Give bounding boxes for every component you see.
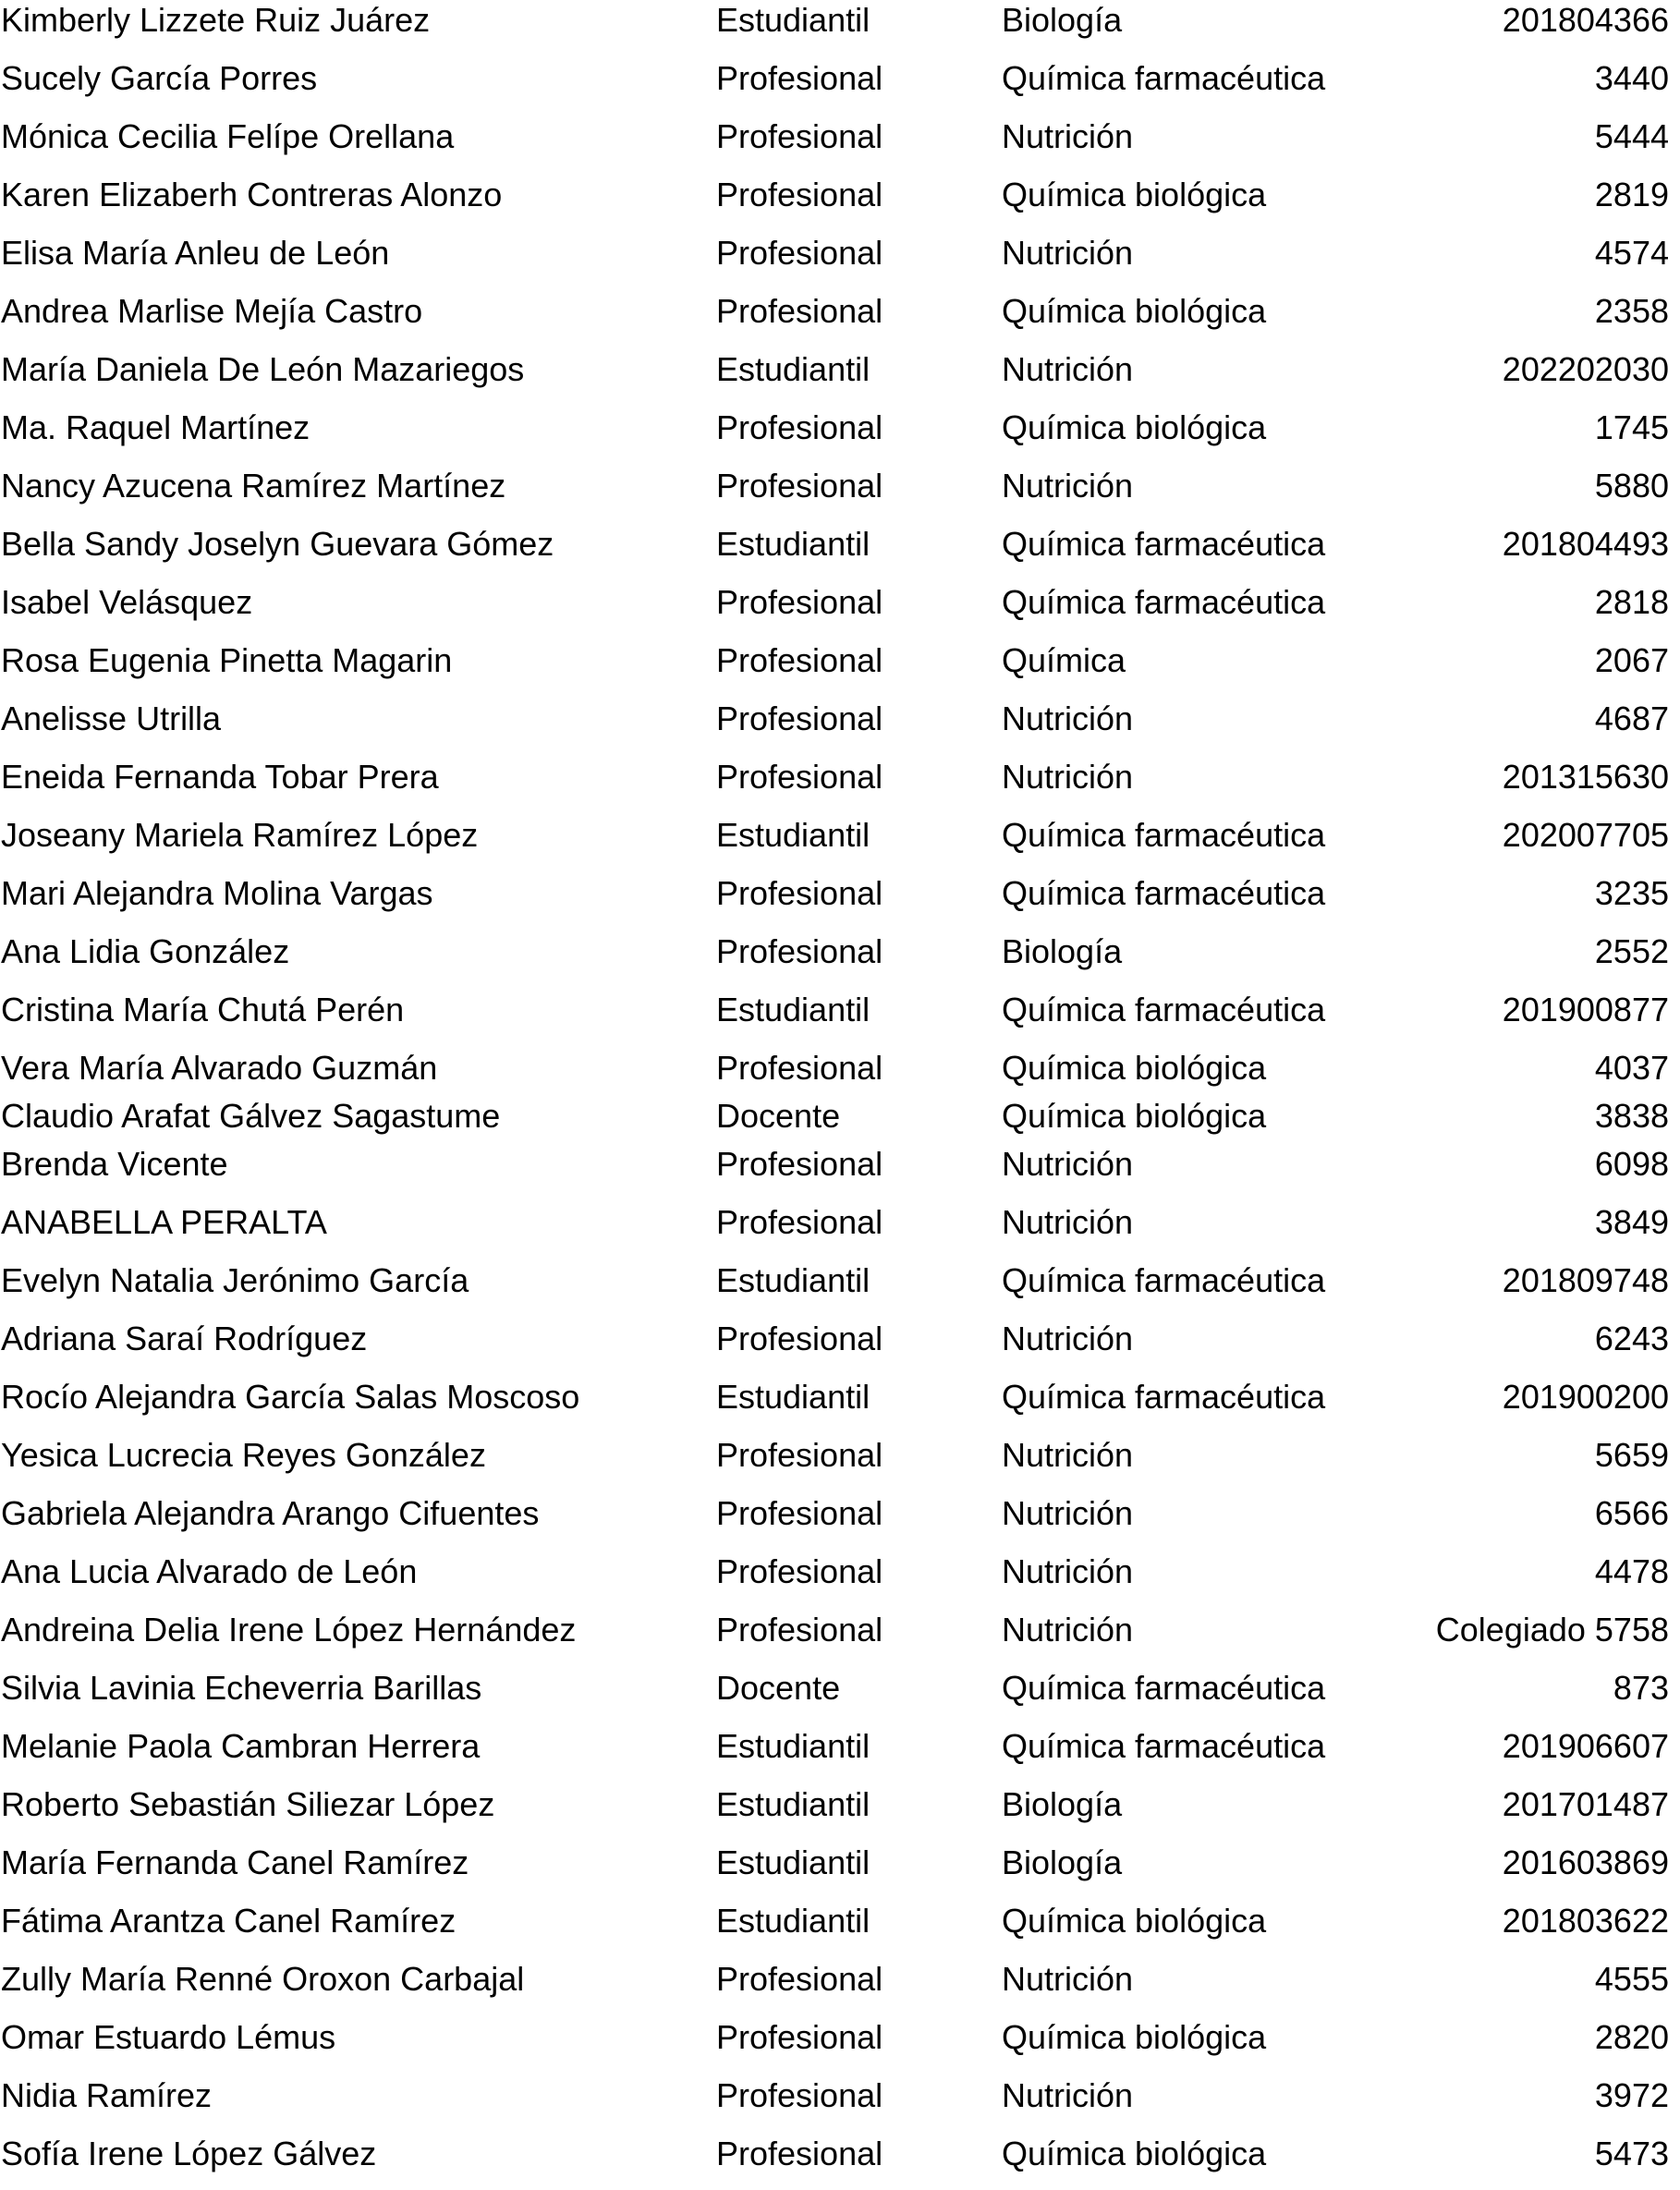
- name-cell: Brenda Vicente: [1, 1145, 228, 1183]
- id-number-cell: 2358: [1594, 292, 1669, 330]
- membership-type-cell: Profesional: [716, 1049, 883, 1087]
- id-number-cell: 2552: [1594, 932, 1669, 970]
- program-cell: Química farmacéutica: [1002, 874, 1326, 912]
- table-row: [0, 873, 1680, 919]
- membership-type-cell: Profesional: [716, 1960, 883, 1998]
- id-number-cell: 201701487: [1502, 1785, 1669, 1823]
- table-row: [0, 2017, 1680, 2063]
- table-row: [0, 582, 1680, 628]
- id-number-cell: 2820: [1594, 2018, 1669, 2056]
- id-number-cell: 3440: [1594, 59, 1669, 97]
- membership-type-cell: Profesional: [716, 1320, 883, 1357]
- name-cell: Rocío Alejandra García Salas Moscoso: [1, 1378, 580, 1416]
- id-number-cell: Colegiado 5758: [1435, 1611, 1669, 1649]
- program-cell: Química biológica: [1002, 408, 1267, 446]
- id-number-cell: 4687: [1594, 700, 1669, 737]
- program-cell: Nutrición: [1002, 234, 1134, 272]
- program-cell: Química biológica: [1002, 292, 1267, 330]
- program-cell: Química farmacéutica: [1002, 1727, 1326, 1765]
- program-cell: Biología: [1002, 1843, 1123, 1881]
- program-cell: Biología: [1002, 1785, 1123, 1823]
- name-cell: Roberto Sebastián Siliezar López: [1, 1785, 495, 1823]
- name-cell: Yesica Lucrecia Reyes González: [1, 1436, 486, 1474]
- table-row: [0, 1551, 1680, 1598]
- table-row: [0, 116, 1680, 163]
- id-number-cell: 202202030: [1502, 350, 1669, 388]
- id-number-cell: 201900200: [1502, 1378, 1669, 1416]
- name-cell: María Fernanda Canel Ramírez: [1, 1843, 469, 1881]
- id-number-cell: 5444: [1594, 117, 1669, 155]
- table-row: [0, 291, 1680, 337]
- program-cell: Química biológica: [1002, 1097, 1267, 1135]
- program-cell: Nutrición: [1002, 1494, 1134, 1532]
- membership-type-cell: Estudiantil: [716, 350, 870, 388]
- membership-type-cell: Estudiantil: [716, 1843, 870, 1881]
- program-cell: Nutrición: [1002, 700, 1134, 737]
- membership-type-cell: Profesional: [716, 408, 883, 446]
- membership-type-cell: Profesional: [716, 2135, 883, 2172]
- name-cell: Silvia Lavinia Echeverria Barillas: [1, 1669, 482, 1707]
- program-cell: Nutrición: [1002, 1436, 1134, 1474]
- name-cell: Joseany Mariela Ramírez López: [1, 816, 479, 854]
- program-cell: Química biológica: [1002, 1902, 1267, 1940]
- name-cell: Andreina Delia Irene López Hernández: [1, 1611, 577, 1649]
- name-cell: Bella Sandy Joselyn Guevara Gómez: [1, 525, 554, 563]
- name-cell: Melanie Paola Cambran Herrera: [1, 1727, 481, 1765]
- id-number-cell: 6098: [1594, 1145, 1669, 1183]
- membership-type-cell: Profesional: [716, 467, 883, 505]
- name-cell: Anelisse Utrilla: [1, 700, 222, 737]
- membership-type-cell: Profesional: [716, 583, 883, 621]
- table-row: [0, 815, 1680, 861]
- name-cell: Ana Lucia Alvarado de León: [1, 1552, 418, 1590]
- table-row: [0, 1260, 1680, 1307]
- id-number-cell: 4574: [1594, 234, 1669, 272]
- membership-type-cell: Profesional: [716, 1611, 883, 1649]
- program-cell: Nutrición: [1002, 1552, 1134, 1590]
- name-cell: Sucely García Porres: [1, 59, 318, 97]
- membership-type-cell: Estudiantil: [716, 1261, 870, 1299]
- name-cell: Vera María Alvarado Guzmán: [1, 1049, 438, 1087]
- membership-type-cell: Profesional: [716, 234, 883, 272]
- id-number-cell: 4555: [1594, 1960, 1669, 1998]
- program-cell: Química farmacéutica: [1002, 1261, 1326, 1299]
- membership-type-cell: Estudiantil: [716, 1785, 870, 1823]
- program-cell: Nutrición: [1002, 1960, 1134, 1998]
- table-row: [0, 1144, 1680, 1190]
- program-cell: Química farmacéutica: [1002, 816, 1326, 854]
- membership-type-cell: Estudiantil: [716, 816, 870, 854]
- table-row: [0, 1843, 1680, 1889]
- membership-type-cell: Estudiantil: [716, 525, 870, 563]
- table-row: [0, 1784, 1680, 1831]
- id-number-cell: 4478: [1594, 1552, 1669, 1590]
- id-number-cell: 2818: [1594, 583, 1669, 621]
- table-row: [0, 931, 1680, 978]
- table-row: [0, 2075, 1680, 2122]
- program-cell: Química biológica: [1002, 2018, 1267, 2056]
- name-cell: Cristina María Chutá Perén: [1, 991, 405, 1028]
- name-cell: Ana Lidia González: [1, 932, 290, 970]
- id-number-cell: 2067: [1594, 641, 1669, 679]
- program-cell: Nutrición: [1002, 1145, 1134, 1183]
- table-row: [0, 0, 1680, 46]
- name-cell: Eneida Fernanda Tobar Prera: [1, 758, 439, 796]
- table-row: [0, 757, 1680, 803]
- table-row: [0, 699, 1680, 745]
- program-cell: Química biológica: [1002, 1049, 1267, 1087]
- name-cell: Andrea Marlise Mejía Castro: [1, 292, 423, 330]
- program-cell: Química farmacéutica: [1002, 1669, 1326, 1707]
- membership-type-cell: Estudiantil: [716, 1378, 870, 1416]
- program-cell: Nutrición: [1002, 117, 1134, 155]
- membership-type-cell: Profesional: [716, 932, 883, 970]
- program-cell: Nutrición: [1002, 1611, 1134, 1649]
- name-cell: Claudio Arafat Gálvez Sagastume: [1, 1097, 501, 1135]
- name-cell: Nancy Azucena Ramírez Martínez: [1, 467, 506, 505]
- table-row: [0, 1668, 1680, 1714]
- membership-type-cell: Profesional: [716, 874, 883, 912]
- program-cell: Química: [1002, 641, 1126, 679]
- name-cell: Adriana Saraí Rodríguez: [1, 1320, 368, 1357]
- program-cell: Química farmacéutica: [1002, 525, 1326, 563]
- id-number-cell: 201603869: [1502, 1843, 1669, 1881]
- id-number-cell: 202007705: [1502, 816, 1669, 854]
- id-number-cell: 201804493: [1502, 525, 1669, 563]
- name-cell: Mari Alejandra Molina Vargas: [1, 874, 433, 912]
- table-row: [0, 1319, 1680, 1365]
- program-cell: Química biológica: [1002, 176, 1267, 213]
- membership-type-cell: Docente: [716, 1097, 841, 1135]
- table-row: [0, 58, 1680, 104]
- program-cell: Nutrición: [1002, 758, 1134, 796]
- program-cell: Nutrición: [1002, 1320, 1134, 1357]
- membership-type-cell: Profesional: [716, 59, 883, 97]
- id-number-cell: 201900877: [1502, 991, 1669, 1028]
- name-cell: Fátima Arantza Canel Ramírez: [1, 1902, 457, 1940]
- id-number-cell: 3849: [1594, 1203, 1669, 1241]
- membership-type-cell: Profesional: [716, 117, 883, 155]
- membership-type-cell: Estudiantil: [716, 1727, 870, 1765]
- membership-type-cell: Profesional: [716, 1436, 883, 1474]
- table-row: [0, 349, 1680, 395]
- id-number-cell: 201906607: [1502, 1727, 1669, 1765]
- name-cell: Ma. Raquel Martínez: [1, 408, 310, 446]
- id-number-cell: 3838: [1594, 1097, 1669, 1135]
- table-row: [0, 1493, 1680, 1539]
- membership-type-cell: Estudiantil: [716, 1, 870, 39]
- name-cell: Sofía Irene López Gálvez: [1, 2135, 377, 2172]
- membership-type-cell: Profesional: [716, 1552, 883, 1590]
- membership-type-cell: Profesional: [716, 292, 883, 330]
- membership-type-cell: Profesional: [716, 758, 883, 796]
- membership-type-cell: Profesional: [716, 1494, 883, 1532]
- name-cell: Mónica Cecilia Felípe Orellana: [1, 117, 455, 155]
- name-cell: ANABELLA PERALTA: [1, 1203, 327, 1241]
- id-number-cell: 201809748: [1502, 1261, 1669, 1299]
- table-row: [0, 233, 1680, 279]
- name-cell: Elisa María Anleu de León: [1, 234, 390, 272]
- table-row: [0, 1610, 1680, 1656]
- id-number-cell: 6566: [1594, 1494, 1669, 1532]
- name-cell: Omar Estuardo Lémus: [1, 2018, 336, 2056]
- id-number-cell: 2819: [1594, 176, 1669, 213]
- program-cell: Química biológica: [1002, 2135, 1267, 2172]
- table-row: [0, 640, 1680, 687]
- table-row: [0, 1959, 1680, 2005]
- id-number-cell: 6243: [1594, 1320, 1669, 1357]
- program-cell: Nutrición: [1002, 467, 1134, 505]
- id-number-cell: 3235: [1594, 874, 1669, 912]
- table-row: [0, 1377, 1680, 1423]
- program-cell: Biología: [1002, 1, 1123, 39]
- name-cell: Nidia Ramírez: [1, 2076, 213, 2114]
- membership-type-cell: Profesional: [716, 700, 883, 737]
- id-number-cell: 5473: [1594, 2135, 1669, 2172]
- membership-type-cell: Profesional: [716, 2018, 883, 2056]
- membership-type-cell: Profesional: [716, 2076, 883, 2114]
- id-number-cell: 1745: [1594, 408, 1669, 446]
- id-number-cell: 5659: [1594, 1436, 1669, 1474]
- table-row: [0, 1096, 1680, 1142]
- table-row: [0, 1726, 1680, 1772]
- membership-type-cell: Profesional: [716, 641, 883, 679]
- id-number-cell: 201804366: [1502, 1, 1669, 39]
- name-cell: Gabriela Alejandra Arango Cifuentes: [1, 1494, 540, 1532]
- program-cell: Nutrición: [1002, 2076, 1134, 2114]
- id-number-cell: 3972: [1594, 2076, 1669, 2114]
- id-number-cell: 5880: [1594, 467, 1669, 505]
- program-cell: Nutrición: [1002, 350, 1134, 388]
- table-row: [0, 1048, 1680, 1094]
- program-cell: Nutrición: [1002, 1203, 1134, 1241]
- table-row: [0, 1435, 1680, 1481]
- table-row: [0, 2134, 1680, 2180]
- program-cell: Química farmacéutica: [1002, 59, 1326, 97]
- membership-type-cell: Estudiantil: [716, 1902, 870, 1940]
- membership-type-cell: Estudiantil: [716, 991, 870, 1028]
- membership-type-cell: Docente: [716, 1669, 841, 1707]
- id-number-cell: 201803622: [1502, 1902, 1669, 1940]
- name-cell: Zully María Renné Oroxon Carbajal: [1, 1960, 525, 1998]
- table-row: [0, 408, 1680, 454]
- membership-type-cell: Profesional: [716, 176, 883, 213]
- id-number-cell: 873: [1613, 1669, 1669, 1707]
- program-cell: Química farmacéutica: [1002, 583, 1326, 621]
- id-number-cell: 201315630: [1502, 758, 1669, 796]
- table-row: [0, 1202, 1680, 1248]
- id-number-cell: 4037: [1594, 1049, 1669, 1087]
- table-row: [0, 1901, 1680, 1947]
- name-cell: Karen Elizaberh Contreras Alonzo: [1, 176, 503, 213]
- program-cell: Química farmacéutica: [1002, 991, 1326, 1028]
- table-row: [0, 990, 1680, 1036]
- table-row: [0, 524, 1680, 570]
- name-cell: Rosa Eugenia Pinetta Magarin: [1, 641, 453, 679]
- membership-type-cell: Profesional: [716, 1203, 883, 1241]
- name-cell: Isabel Velásquez: [1, 583, 253, 621]
- table-row: [0, 175, 1680, 221]
- name-cell: Kimberly Lizzete Ruiz Juárez: [1, 1, 431, 39]
- name-cell: Evelyn Natalia Jerónimo García: [1, 1261, 469, 1299]
- name-cell: María Daniela De León Mazariegos: [1, 350, 525, 388]
- program-cell: Biología: [1002, 932, 1123, 970]
- table-row: [0, 466, 1680, 512]
- program-cell: Química farmacéutica: [1002, 1378, 1326, 1416]
- membership-type-cell: Profesional: [716, 1145, 883, 1183]
